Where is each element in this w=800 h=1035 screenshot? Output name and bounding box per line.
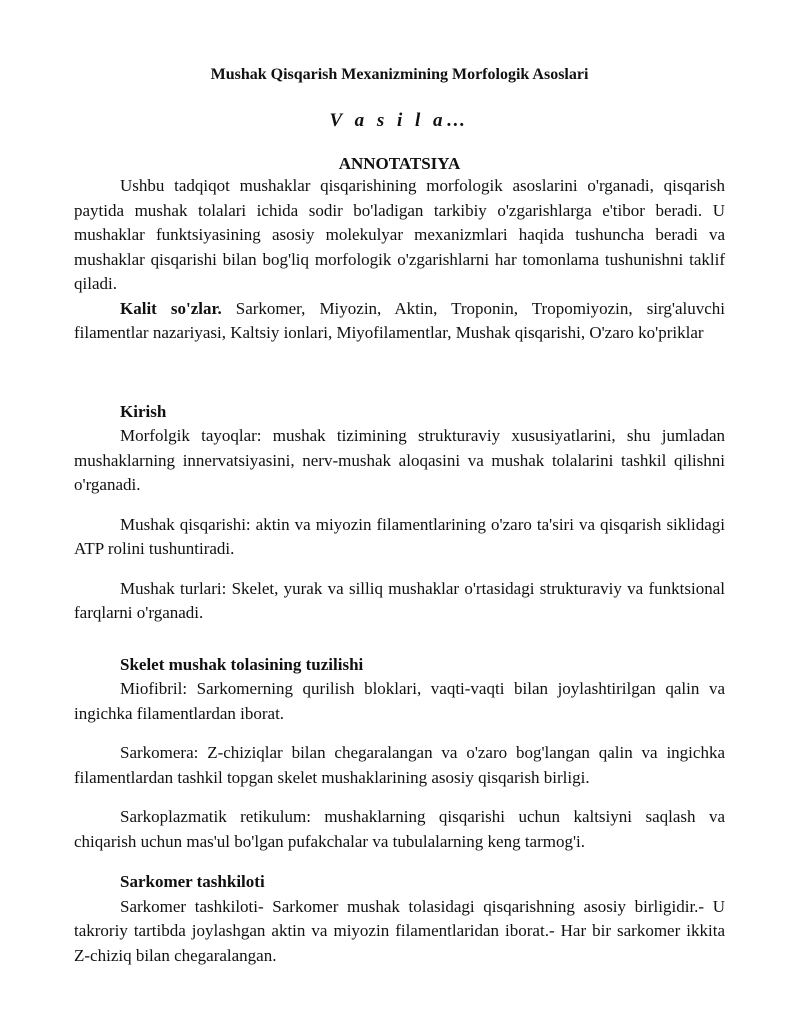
paragraph: Sarkoplazmatik retikulum: mushaklarning qisqarishi uchun kaltsiyni saqlash va chiqarish uchun mas'ul bo'lgan pufakchalar va tubulalarning keng tarmog'i. bbox=[74, 807, 725, 851]
section-heading: Skelet mushak tolasining tuzilishi bbox=[120, 654, 364, 674]
author-name: V a s i l a… bbox=[329, 110, 470, 131]
section-skelet bbox=[74, 653, 725, 855]
annotation-paragraph: Ushbu tadqiqot mushaklar qisqarishining morfologik asoslarini o'rganadi, qisqarish paytida mushak tolalari ichida sodir bo'ladigan tarkibiy o'zgarishlarga e'tibor beradi. U mushaklar funktsiyasining asosiy molekulyar mexanizmlari haqida tushuncha beradi va mushaklar qisqarishi bilan bog'liq morfologik o'zgarishlarni har tomonlama tushunishni taklif qiladi. bbox=[74, 176, 725, 293]
document-page bbox=[74, 60, 725, 968]
annotation-heading: ANNOTATSIYA bbox=[338, 154, 461, 173]
document-title: Mushak Qisqarish Mexanizmining Morfologik Asoslari bbox=[210, 66, 589, 83]
section-sarkomer bbox=[74, 870, 725, 968]
paragraph: Sarkomer tashkiloti- Sarkomer mushak tolasidagi qisqarishning asosiy birligidir.- U takroriy tartibda joylashgan aktin va miyozin filamentlaridan iborat.- Har bir sarkomer ikkita Z-chiziq bilan chegaralangan. bbox=[74, 896, 725, 965]
section-heading: Kirish bbox=[120, 401, 167, 421]
paragraph: Sarkomera: Z-chiziqlar bilan chegaralangan va o'zaro bog'langan qalin va ingichka filamentlardan tashkil topgan skelet mushaklarining asosiy qisqarish birligi. bbox=[74, 743, 725, 787]
keywords-text: Sarkomer, Miyozin, Aktin, Troponin, Tropomiyozin, sirg'aluvchi filamentlar nazariyasi, Kaltsiy ionlari, Miyofilamentlar, Mushak qisqarishi, O'zaro ko'priklar bbox=[74, 298, 725, 342]
section-kirish bbox=[74, 400, 725, 626]
paragraph: Mushak qisqarishi: aktin va miyozin filamentlarining o'zaro ta'siri va qisqarish siklidagi ATP rolini tushuntiradi. bbox=[74, 514, 725, 558]
section-heading: Sarkomer tashkiloti bbox=[120, 872, 265, 891]
paragraph: Morfolgik tayoqlar: mushak tizimining strukturaviy xususiyatlarini, shu jumladan mushaklarning innervatsiyasini, nerv-mushak aloqasini va mushak tolalarini tashkil qilishni o'rganadi. bbox=[74, 426, 725, 494]
paragraph: Mushak turlari: Skelet, yurak va silliq mushaklar o'rtasidagi strukturaviy va funktsional farqlarni o'rganadi. bbox=[74, 578, 725, 622]
paragraph: Miofibril: Sarkomerning qurilish bloklari, vaqti-vaqti bilan joylashtirilgan qalin va ingichka filamentlardan iborat. bbox=[74, 679, 725, 723]
keywords-paragraph bbox=[74, 297, 725, 346]
keywords-label: Kalit so'zlar. bbox=[120, 298, 222, 318]
